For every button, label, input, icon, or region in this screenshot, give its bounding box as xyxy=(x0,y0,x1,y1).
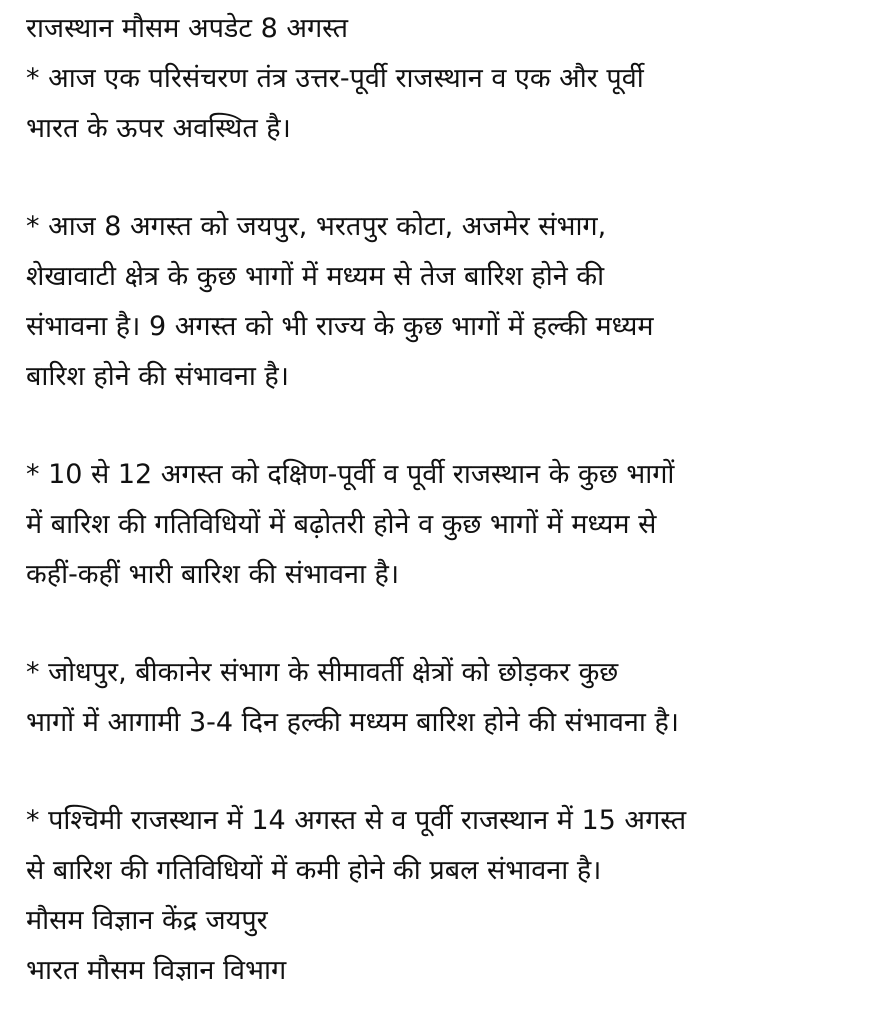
paragraph-line: कहीं-कहीं भारी बारिश की संभावना है। xyxy=(26,559,400,590)
paragraph-gap xyxy=(26,154,876,202)
paragraph-gap xyxy=(26,600,876,648)
paragraph-rain-forecast-10-12 xyxy=(26,450,876,600)
paragraph-line: * पश्चिमी राजस्थान में 14 अगस्त से व पूर्वी राजस्थान में 15 अगस्त xyxy=(26,805,687,836)
signature-office: मौसम विज्ञान केंद्र जयपुर xyxy=(26,905,268,936)
weather-bulletin xyxy=(26,4,876,996)
paragraph-gap xyxy=(26,402,876,450)
paragraph-line: बारिश होने की संभावना है। xyxy=(26,361,289,392)
paragraph-line: में बारिश की गतिविधियों में बढ़ोतरी होने व कुछ भागों में मध्यम से xyxy=(26,509,657,540)
paragraph-line: भारत के ऊपर अवस्थित है। xyxy=(26,113,291,144)
paragraph-jodhpur-bikaner xyxy=(26,648,876,748)
paragraph-rain-decrease xyxy=(26,796,876,896)
paragraph-line: संभावना है। 9 अगस्त को भी राज्य के कुछ भागों में हल्की मध्यम xyxy=(26,311,654,342)
paragraph-line: भागों में आगामी 3-4 दिन हल्की मध्यम बारिश होने की संभावना है। xyxy=(26,707,680,738)
paragraph-line: * आज एक परिसंचरण तंत्र उत्तर-पूर्वी राजस्थान व एक और पूर्वी xyxy=(26,63,644,94)
paragraph-line: * जोधपुर, बीकानेर संभाग के सीमावर्ती क्षेत्रों को छोड़कर कुछ xyxy=(26,657,619,688)
signature-department: भारत मौसम विज्ञान विभाग xyxy=(26,955,287,986)
paragraph-line: * आज 8 अगस्त को जयपुर, भरतपुर कोटा, अजमेर संभाग, xyxy=(26,211,607,242)
paragraph-line: से बारिश की गतिविधियों में कमी होने की प्रबल संभावना है। xyxy=(26,855,602,886)
bulletin-title: राजस्थान मौसम अपडेट 8 अगस्त xyxy=(26,13,349,44)
paragraph-rain-forecast-today xyxy=(26,202,876,402)
paragraph-line: शेखावाटी क्षेत्र के कुछ भागों में मध्यम से तेज बारिश होने की xyxy=(26,261,605,292)
signature-block xyxy=(26,896,876,996)
paragraph-gap xyxy=(26,748,876,796)
paragraph-circulation xyxy=(26,54,876,154)
paragraph-line: * 10 से 12 अगस्त को दक्षिण-पूर्वी व पूर्वी राजस्थान के कुछ भागों xyxy=(26,459,675,490)
